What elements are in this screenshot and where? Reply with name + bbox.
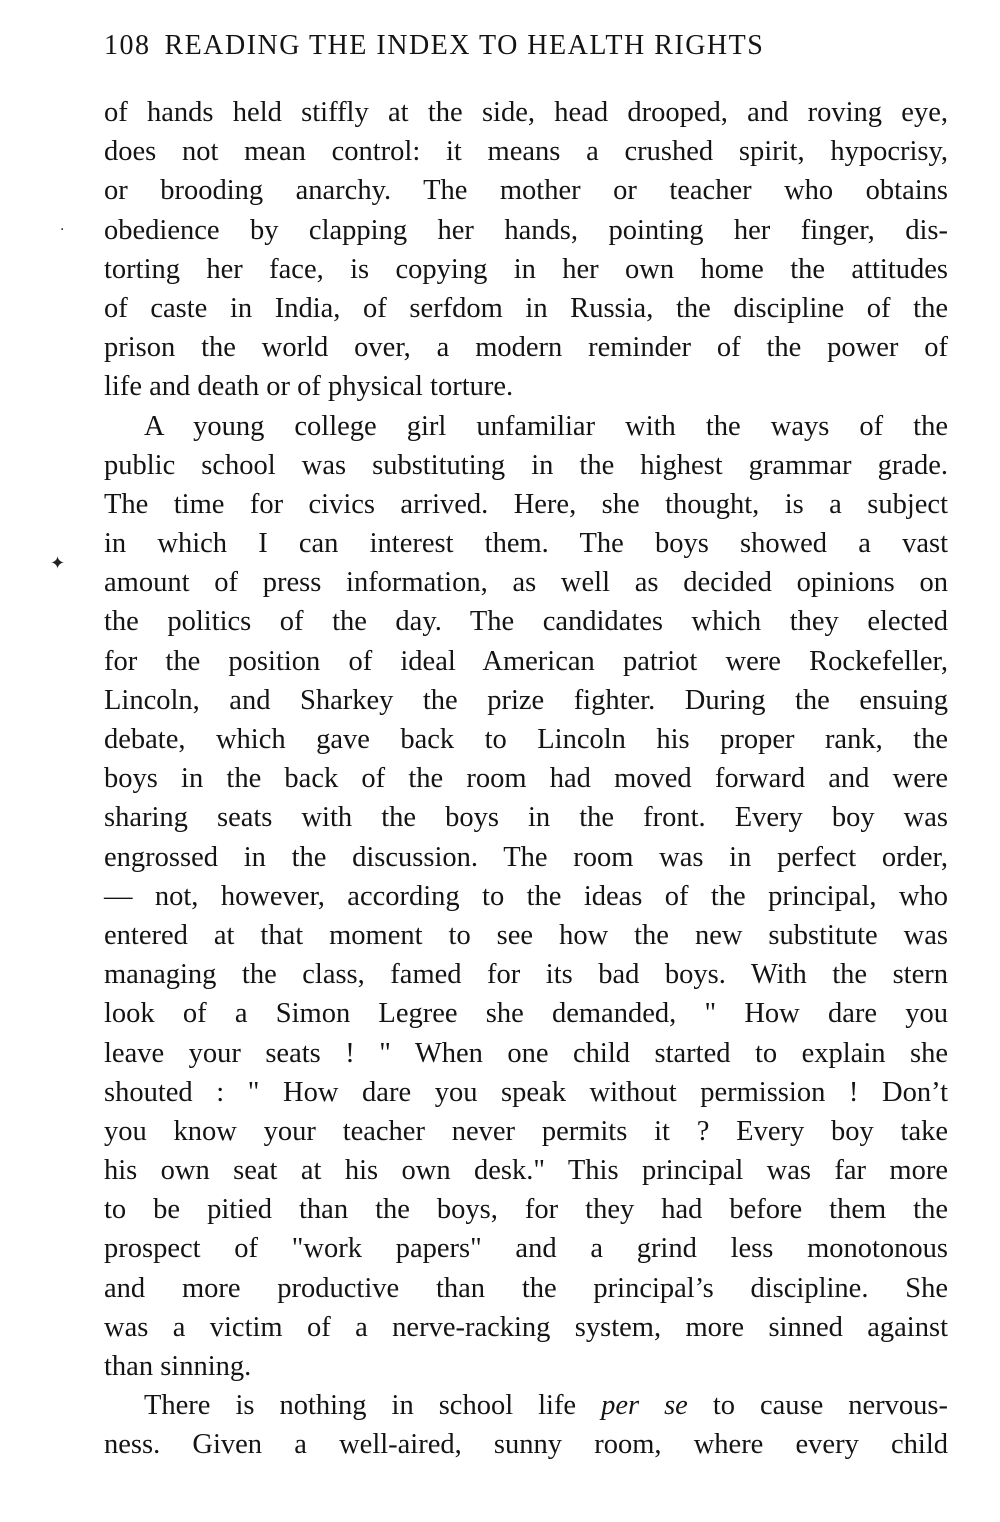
- text-line: the politics of the day. The candidates which they elected: [104, 606, 948, 638]
- text-line: sharing seats with the boys in the front. Every boy was: [104, 802, 948, 834]
- text-line: torting her face, is copying in her own home the attitudes: [104, 253, 948, 285]
- text-line: ness. Given a well-aired, sunny room, where every child: [104, 1429, 948, 1461]
- text-line: — not, however, according to the ideas of the principal, who: [104, 880, 948, 912]
- text-run: There is nothing in school life: [144, 1390, 602, 1422]
- text-line: managing the class, famed for its bad boys. With the stern: [104, 959, 948, 991]
- text-line: amount of press information, as well as decided opinions on: [104, 567, 948, 599]
- text-line: than sinning.: [104, 1351, 252, 1382]
- text-line: The time for civics arrived. Here, she thought, is a subject: [104, 488, 948, 520]
- print-speck-mark: ✦: [50, 553, 66, 574]
- page-number: 108: [104, 30, 151, 61]
- running-head: [104, 26, 894, 66]
- paragraph-3: [104, 1386, 948, 1464]
- text-line: to be pitied than the boys, for they had before them the: [104, 1194, 948, 1226]
- running-title: READING THE INDEX TO HEALTH RIGHTS: [164, 30, 765, 61]
- text-line: of caste in India, of serfdom in Russia, the discipline of the: [104, 292, 948, 324]
- text-line: look of a Simon Legree she demanded, " How dare you: [104, 998, 948, 1030]
- text-line: does not mean control: it means a crushed spirit, hypocrisy,: [104, 136, 948, 168]
- italic-phrase: per se: [601, 1390, 688, 1422]
- text-line: boys in the back of the room had moved forward and were: [104, 763, 948, 795]
- text-line: engrossed in the discussion. The room was in perfect order,: [104, 841, 948, 873]
- text-line: [104, 1386, 948, 1425]
- text-line: you know your teacher never permits it ? Every boy take: [104, 1115, 948, 1147]
- text-line: or brooding anarchy. The mother or teacher who obtains: [104, 175, 948, 207]
- text-run: to cause nervous-: [687, 1390, 948, 1422]
- paragraph-1: [104, 93, 948, 407]
- text-line: in which I can interest them. The boys showed a vast: [104, 528, 948, 560]
- text-line: his own seat at his own desk." This principal was far more: [104, 1155, 948, 1187]
- paragraph-2: [104, 407, 948, 1387]
- text-line: obedience by clapping her hands, pointing her finger, dis-: [104, 214, 948, 246]
- text-line: for the position of ideal American patriot were Rockefeller,: [104, 645, 948, 677]
- text-line: and more productive than the principal’s discipline. She: [104, 1272, 948, 1304]
- body-text: [104, 93, 948, 1465]
- text-line: entered at that moment to see how the new substitute was: [104, 919, 948, 951]
- text-line: leave your seats ! " When one child started to explain she: [104, 1037, 948, 1069]
- text-line: A young college girl unfamiliar with the ways of the: [144, 410, 948, 442]
- text-line: of hands held stiffly at the side, head drooped, and roving eye,: [104, 97, 948, 128]
- text-line: prospect of "work papers" and a grind less monotonous: [104, 1233, 948, 1265]
- print-speck-mark: ·: [60, 222, 65, 238]
- text-line: was a victim of a nerve-racking system, more sinned against: [104, 1311, 948, 1343]
- text-line: debate, which gave back to Lincoln his proper rank, the: [104, 724, 948, 755]
- text-line: public school was substituting in the highest grammar grade.: [104, 449, 948, 481]
- text-line: Lincoln, and Sharkey the prize fighter. During the ensuing: [104, 684, 948, 716]
- text-line: shouted : " How dare you speak without permission ! Don’t: [104, 1076, 948, 1108]
- text-line: life and death or of physical torture.: [104, 371, 514, 403]
- text-line: prison the world over, a modern reminder of the power of: [104, 332, 948, 364]
